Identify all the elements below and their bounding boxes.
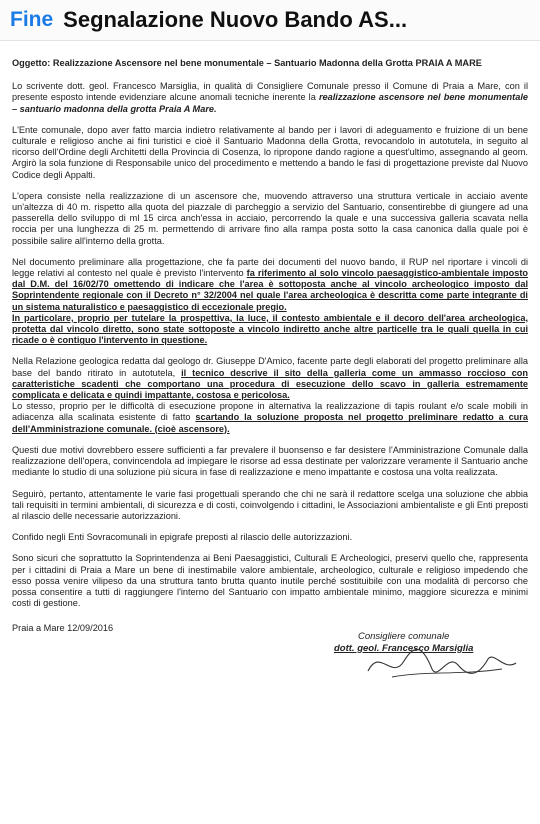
- top-bar: [0, 0, 540, 41]
- paragraph-intro: [12, 81, 528, 115]
- page-title: Segnalazione Nuovo Bando AS...: [63, 7, 408, 32]
- geology-text: Nella Relazione geologica redatta dal geologo dr. Giuseppe D'Amico, facente parte degli elaborati del progetto preliminare alla base del bando ritirato in autotutela,: [12, 356, 528, 378]
- constraints-emphasis-2: In particolare, proprio per tutelare la prospettiva, la luce, il contesto ambientale e il decoro dell'area archeologica, protetta dal vincolo diretto, sono state sottoposte a vincolo indiretto anche altre particelle tra le quali quella in cui ricade o è contiguo l'intervento in questione.: [12, 312, 528, 346]
- geology-emphasis-2: scartando la soluzione proposta nel progetto preliminare redatto a cura dell'Amministrazione comunale. (cioè ascensore).: [12, 412, 528, 434]
- date-line: Praia a Mare 12/09/2016: [12, 623, 114, 634]
- signer-name: dott. geol. Francesco Marsiglia: [334, 642, 474, 654]
- handwritten-signature-icon: [362, 641, 522, 687]
- paragraph-appeal: Sono sicuri che soprattutto la Soprintendenza ai Beni Paesaggistici, Culturali E Archeologici, preservi quello che, rappresenta per i cittadini di Praia a Mare un bene di inestimabile valore ambientale, archeologico, culturale e religioso impedendo che esso possa venire vilipeso da una struttura tanto brutta quanto inutile perché sostituibile con una modalità di percorso che possa consentire a tutti di raggiungere l'interno del Santuario con impatto ambientale minimo, maggiore sicurezza e minimi costi di gestione.: [12, 553, 528, 609]
- geology-emphasis: il tecnico descrive il sito della galleria come un ammasso roccioso con caratteristiche scadenti che comportano una procedura di esecuzione dello scavo in galleria estremamente complicata e delicata e quindi impattante, costosa e pericolosa.: [12, 367, 528, 401]
- paragraph-conclusion: Questi due motivi dovrebbero essere sufficienti a far prevalere il buonsenso e far desistere l'Amministrazione Comunale dalla realizzazione dell'opera, convincendola ad impiegare le risorse ad essa destinate per valorizzare veramente il Santuario anche mediante lo studio di una soluzione più sicura in fase di realizzazione e meno impattante e costosa una volta realizzata.: [12, 444, 528, 478]
- intro-emphasis: realizzazione ascensore nel bene monumentale – santuario madonna della grotta Praia A Mare.: [12, 92, 529, 114]
- letter-document: [12, 58, 528, 689]
- signature-area: [12, 619, 528, 689]
- paragraph-background: L'Ente comunale, dopo aver fatto marcia indietro relativamente al bando per i lavori di adeguamento e fruizione di un bene culturale e religioso anche ai fini turistici e cioè il Santuario Madonna della Grotta, revocandolo in autotutela, in seguito al ricorso dell'Ordine degli Architetti della Provincia di Cosenza, lo ripropone dando ragione a quest'ultimo, assegnando al geom. Argirò la sola funzione di Responsabile unico del procedimento e mettendo a bando le fasi di progettazione previste dal Nuovo Codice degli Appalti.: [12, 124, 528, 180]
- intro-text: Lo scrivente dott. geol. Francesco Marsiglia, in qualità di Consigliere Comunale presso il Comune di Praia a Mare, con il presente esposto intende evidenziare alcune anomali tecniche inerente la: [12, 81, 528, 103]
- paragraph-followup: Seguirò, pertanto, attentamente le varie fasi progettuali sperando che chi ne sarà il redattore scelga una soluzione che abbia tali requisiti in termini ambientali, di sicurezza e di costi, coinvolgendo i cittadini, le Associazioni ambientaliste e gli Enti preposti al rilascio delle necessarie autorizzazioni.: [12, 488, 528, 521]
- constraints-emphasis: fa riferimento al solo vincolo paesaggistico-ambientale imposto dal D.M. del 16/02/70 omettendo di indicare che l'area è sottoposta anche al vincolo archeologico imposto dal Soprintendente regionale con il Decreto n° 32/2004 nel quale l'area archeologica è descritta come parte integrante di un sistema naturalistico e paesaggistico di eccezionale pregio.: [12, 268, 528, 312]
- signer-role: Consigliere comunale: [358, 631, 450, 643]
- constraints-text: Nel documento preliminare alla progettazione, che fa parte dei documenti del nuovo bando, il RUP nel riportare i vincoli di legge relativi al contesto nel quale è previsto l'intervento: [12, 256, 528, 279]
- done-button[interactable]: Fine: [10, 8, 54, 31]
- paragraph-constraints: [12, 257, 528, 347]
- paragraph-confidence: Confido negli Enti Sovracomunali in epigrafe preposti al rilascio delle autorizzazioni.: [12, 532, 353, 543]
- geology-text-2: Lo stesso, proprio per le difficoltà di esecuzione propone in alternativa la realizzazione di tapis roulant e/o scale mobili in adiacenza alla scalinata esistente di fatto: [12, 401, 528, 423]
- subject-line: Oggetto: Realizzazione Ascensore nel bene monumentale – Santuario Madonna della Grotta PRAIA A MARE: [12, 58, 482, 68]
- paragraph-geology: [12, 356, 528, 434]
- paragraph-project: L'opera consiste nella realizzazione di un ascensore che, muovendo attraverso una struttura verticale in acciaio avente un'altezza di 40 m. rispetto alla quota del piazzale di parcheggio a servizio del Santuario, consentirebbe di giungere ad una passerella dello sviluppo di ml 15 circa anch'essa in acciaio, percorrendo la quale e una successiva galleria scavata nella roccia per una lunghezza di 25 m. permettendo di arrivare fino alla rampa posta sotto la casa canonica dalla quale poi è possibile salire all'interno della grotta.: [12, 190, 528, 246]
